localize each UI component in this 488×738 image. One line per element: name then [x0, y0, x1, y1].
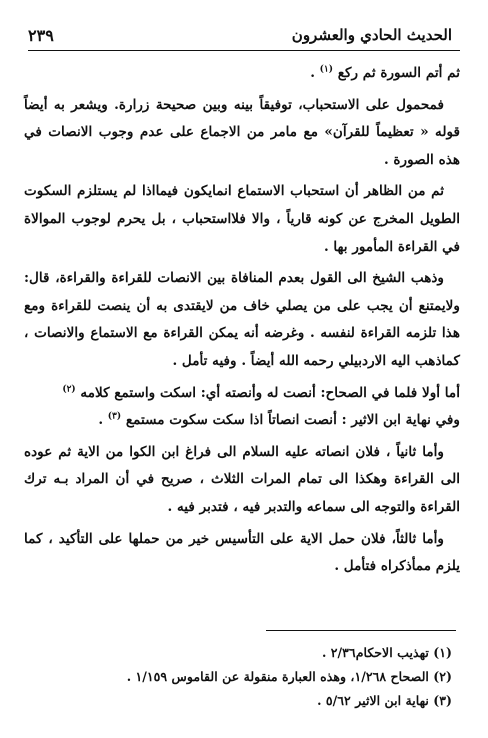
- footnote-marker: (٣): [107, 411, 122, 422]
- paragraph: وفي نهاية ابن الاثير : أنصت انصاتاً اذا سكت سكوت مستمع $^{(٣)}$ .: [98, 411, 460, 429]
- paragraph: وذهب الشيخ الى القول بعدم المنافاة بين الانصات للقراءة والقراءة، قال: ولايمتنع أن يجب على من يصلي خاف من لايقتدى به أن ينصت للقراءة ومع هذا تلزمه القراءة لنفسه . وغرضه أنه يمكن القراءة مع الاستماع والانصات ، كماذهب اليه الاردبيلي رحمه الله أيضاً . وفيه تأمل .: [24, 270, 460, 369]
- paragraph: ثم أتم السورة ثم ركع $^{(١)}$ .: [310, 64, 460, 81]
- paragraph: أما أولا فلما في الصحاح: أنصت له وأنصته أي: اسكت واستمع كلامه $^{(٢)}$: [62, 384, 460, 401]
- footnote: (١) تهذيب الاحكام٢/٣٦ .: [322, 645, 452, 660]
- paragraph: ثم من الظاهر أن استحباب الاستماع انمايكون فيمااذا لم يستلزم السكوت الطويل المخرج عن كونه قارياً ، والا فلااستحباب ، بل يحرم لوجوب الموالاة في القراءة المأمور بها .: [24, 183, 460, 255]
- running-title: الحديث الحادي والعشرون: [291, 26, 452, 44]
- page-header: [28, 22, 452, 48]
- footnote-marker: (١): [319, 64, 334, 75]
- page-number: ٢٣٩: [28, 25, 54, 45]
- footnote: (٢) الصحاح ١/٢٦٨، وهذه العبارة منقولة عن القاموس ١/١٥٩ .: [126, 669, 452, 684]
- paragraph: فمحمول على الاستحباب، توفيقاً بينه وبين صحيحة زرارة. ويشعر به أيضاً قوله « تعظيماً للقرآن» مع مامر من الاجماع على عدم وجوب الانصات في هذه الصورة .: [24, 96, 460, 168]
- footnote-rule: [266, 630, 456, 631]
- header-rule: [28, 50, 460, 51]
- footnote-marker: (٢): [62, 384, 76, 394]
- paragraph: وأما ثانياً ، فلان انصاته عليه السلام الى فراغ ابن الكوا من الاية ثم عوده الى القراءة وهكذا الى تمام المرات الثلاث ، صريح في أن المراد بـه ترك القراءة والتوجه الى سماعه والتدبر فيه ، فتدبر فيه .: [24, 443, 460, 515]
- main-text: [24, 60, 460, 585]
- footnotes: [30, 641, 452, 713]
- footnote: (٣) نهاية ابن الاثير ٥/٦٢ .: [317, 693, 452, 708]
- paragraph: وأما ثالثاً، فلان حمل الاية على التأسيس خير من حملها على التأكيد ، كما يلزم ممأذكراه فتأمل .: [24, 530, 460, 575]
